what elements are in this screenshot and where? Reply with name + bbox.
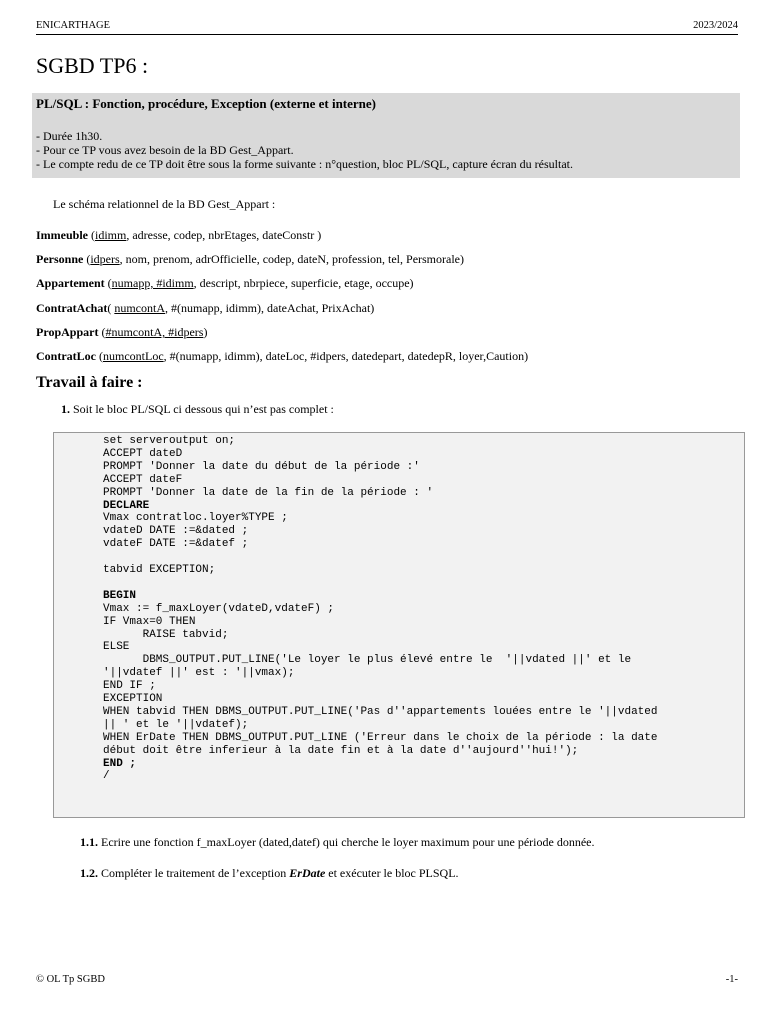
code-line: Vmax contratloc.loyer%TYPE ; bbox=[103, 512, 288, 525]
paren: ( bbox=[88, 228, 95, 242]
table-name: ContratAchat bbox=[36, 301, 108, 315]
page-title: SGBD TP6 : bbox=[36, 53, 149, 78]
code-line: tabvid EXCEPTION; bbox=[103, 564, 216, 576]
code-line: '||vdatef ||' est : '||vmax); bbox=[103, 667, 295, 680]
question-number: 1.2. bbox=[80, 866, 98, 880]
code-line: ACCEPT dateF bbox=[103, 473, 183, 486]
question-text: Compléter le traitement de l’exception bbox=[98, 866, 290, 880]
info-line-report: - Le compte redu de ce TP doit être sous la forme suivante : n°question, bloc PL/SQL, capture écran du résultat. bbox=[36, 157, 573, 171]
code-line: ELSE bbox=[103, 641, 130, 654]
table-name: Appartement bbox=[36, 276, 105, 290]
schema-intro: Le schéma relationnel de la BD Gest_Appart : bbox=[53, 197, 276, 211]
code-line: EXCEPTION bbox=[103, 693, 163, 705]
primary-key: idimm bbox=[95, 228, 127, 242]
table-name: PropAppart bbox=[36, 325, 99, 339]
footer-page-number: -1- bbox=[725, 974, 738, 985]
question-text: Soit le bloc PL/SQL ci dessous qui n’est pas complet : bbox=[70, 402, 334, 416]
code-line: set serveroutput on; bbox=[103, 435, 236, 447]
attributes: , adresse, codep, nbrEtages, dateConstr ) bbox=[126, 228, 322, 242]
attributes: , #(numapp, idimm), dateAchat, PrixAchat) bbox=[165, 301, 375, 315]
code-line: WHEN ErDate THEN DBMS_OUTPUT.PUT_LINE ('Erreur dans le choix de la période : la date bbox=[103, 731, 658, 744]
attributes: , descript, nbrpiece, superficie, etage, occupe) bbox=[193, 276, 414, 290]
section-heading: Travail à faire : bbox=[36, 374, 143, 391]
code-line: vdateF DATE :=&datef ; bbox=[103, 538, 249, 551]
code-line: début doit être inferieur à la date fin et à la date d''aujourd''hui!'); bbox=[103, 744, 579, 757]
code-line: END IF ; bbox=[103, 680, 156, 693]
paren: ( bbox=[107, 301, 115, 315]
schema-contratloc bbox=[36, 349, 528, 364]
paren: ( bbox=[96, 349, 103, 363]
code-line: IF Vmax=0 THEN bbox=[103, 615, 196, 628]
question-1-2 bbox=[80, 866, 459, 881]
exception-name: ErDate bbox=[289, 866, 326, 880]
schema-immeuble bbox=[36, 228, 321, 243]
page-header bbox=[36, 20, 738, 35]
table-name: Immeuble bbox=[36, 228, 88, 242]
primary-key: idpers bbox=[90, 252, 120, 266]
question-number: 1. bbox=[61, 402, 70, 416]
paren: ( bbox=[98, 325, 106, 339]
info-line-duration: - Durée 1h30. bbox=[36, 129, 103, 143]
question-1 bbox=[61, 402, 334, 417]
code-line: PROMPT 'Donner la date du début de la période :' bbox=[103, 460, 420, 473]
question-1-1 bbox=[80, 835, 594, 850]
paren: ( bbox=[104, 276, 112, 290]
code-line: PROMPT 'Donner la date de la fin de la période : ' bbox=[103, 486, 434, 499]
code-block bbox=[53, 432, 745, 818]
primary-key: #numcontA, #idpers bbox=[105, 325, 204, 339]
schema-appartement bbox=[36, 276, 414, 291]
primary-key: numcontA bbox=[114, 301, 165, 315]
code-line: END ; bbox=[103, 757, 137, 770]
schema-personne bbox=[36, 252, 464, 267]
table-name: Personne bbox=[36, 252, 84, 266]
primary-key: numcontLoc bbox=[103, 349, 164, 363]
header-school: ENICARTHAGE bbox=[36, 20, 111, 31]
header-year: 2023/2024 bbox=[693, 20, 738, 31]
code-line: DECLARE bbox=[103, 499, 150, 512]
primary-key: numapp, #idimm bbox=[111, 276, 194, 290]
paren: ( bbox=[83, 252, 91, 266]
code-line: / bbox=[103, 770, 110, 783]
schema-propappart bbox=[36, 325, 207, 340]
attributes: ) bbox=[203, 325, 208, 339]
info-line-db: - Pour ce TP vous avez besoin de la BD Gest_Appart. bbox=[36, 143, 294, 157]
table-name: ContratLoc bbox=[36, 349, 96, 363]
code-line: ACCEPT dateD bbox=[103, 447, 183, 460]
code-line: RAISE tabvid; bbox=[103, 628, 229, 641]
code-line: WHEN tabvid THEN DBMS_OUTPUT.PUT_LINE('Pas d''appartements louées entre le '||vdated bbox=[103, 705, 658, 718]
attributes: , #(numapp, idimm), dateLoc, #idpers, datedepart, datedepR, loyer,Caution) bbox=[163, 349, 529, 363]
question-number: 1.1. bbox=[80, 835, 98, 849]
info-box bbox=[32, 93, 740, 178]
code-line: Vmax := f_maxLoyer(vdateD,vdateF) ; bbox=[103, 602, 335, 615]
question-text: Ecrire une fonction f_maxLoyer (dated,datef) qui cherche le loyer maximum pour une période donnée. bbox=[98, 835, 595, 849]
schema-contratachat bbox=[36, 301, 374, 316]
code-line: || ' et le '||vdatef); bbox=[103, 718, 249, 731]
code-line: BEGIN bbox=[103, 589, 137, 602]
info-heading: PL/SQL : Fonction, procédure, Exception (externe et interne) bbox=[36, 96, 376, 111]
code-line: vdateD DATE :=&dated ; bbox=[103, 525, 249, 538]
code-line: DBMS_OUTPUT.PUT_LINE('Le loyer le plus élevé entre le '||vdated ||' et le bbox=[103, 654, 632, 667]
footer-copyright: © OL Tp SGBD bbox=[36, 974, 105, 985]
attributes: , nom, prenom, adrOfficielle, codep, dateN, profession, tel, Persmorale) bbox=[119, 252, 464, 266]
question-text-end: et exécuter le bloc PLSQL. bbox=[325, 866, 459, 880]
